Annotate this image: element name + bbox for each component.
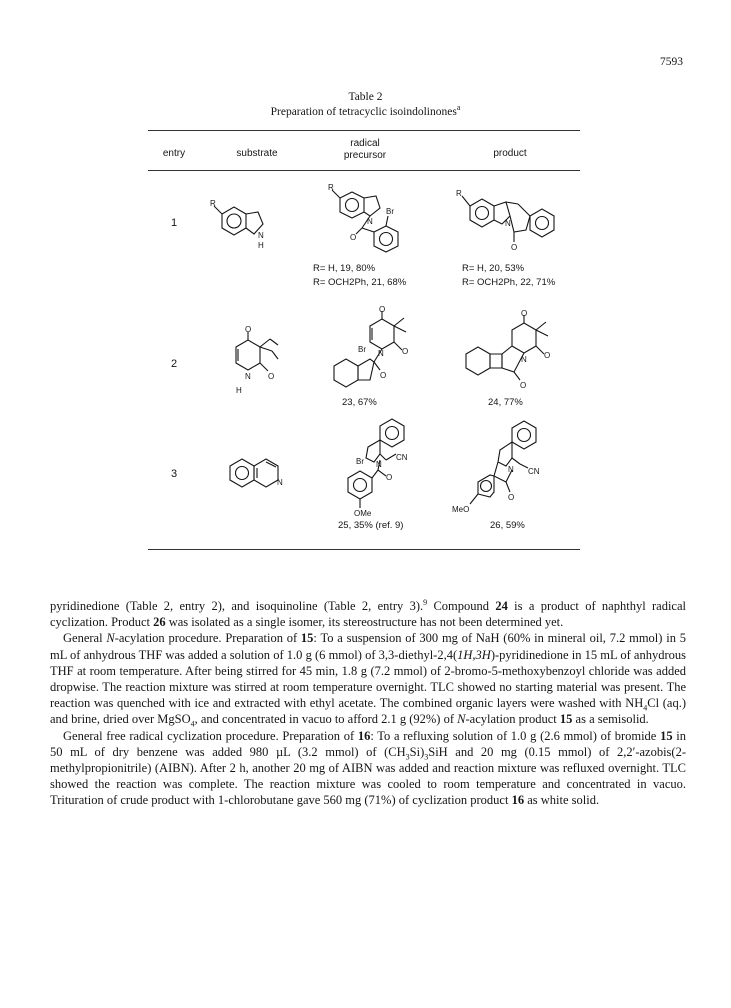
label-o: O — [386, 473, 393, 482]
entry-number-1: 1 — [171, 217, 178, 229]
label-n: N — [367, 217, 373, 226]
label-h: H — [258, 241, 264, 250]
label-br: Br — [358, 345, 366, 354]
label-o: O — [544, 351, 551, 360]
table-label: Table 2 — [348, 91, 383, 103]
table-caption — [0, 90, 731, 120]
label-n: N — [508, 465, 514, 474]
precursor-25-structure — [330, 418, 430, 528]
label-o: O — [508, 493, 515, 502]
precursor-yield-25: 25, 35% (ref. 9) — [338, 520, 404, 531]
product-yield-line1: R= H, 20, 53% — [462, 263, 525, 274]
product-24-structure — [456, 310, 566, 400]
product-20-22-structure — [456, 186, 566, 256]
product-yield-24: 24, 77% — [488, 397, 523, 408]
header-entry: entry — [162, 148, 186, 159]
label-o: O — [268, 372, 275, 381]
entry-number-3: 3 — [171, 468, 178, 480]
table-title-text: Preparation of tetracyclic isoindolinones — [270, 106, 457, 118]
label-ome: OMe — [354, 509, 372, 518]
substrate-indole-structure — [208, 196, 278, 256]
label-br: Br — [386, 207, 394, 216]
paragraph-3: General free radical cyclization procedure. Preparation of 16: To a refluxing solution of 1.0 g (2.6 mmol) of bromide 15 in 50 mL of dry benzene was added 980 µL (3.2 mmol) of $(CH_3Si)_3SiH$ and 20 mg (0.15 mmol) of 2,2′-azobis(2-methylpropionitrile) (AIBN). After 2 h, another 20 mg of AIBN was added and reaction mixture was refluxed overnight. TLC showed the reaction was complete. The reaction mixture was cooled to room temperature and concentrated in vacuo. Trituration of crude product with 1-chlorobutane gave 560 mg (71%) of cyclization product 16 as white solid. — [50, 728, 686, 808]
precursor-yield-23: 23, 67% — [342, 397, 377, 408]
table-title — [0, 105, 731, 120]
label-meo: MeO — [452, 505, 470, 514]
precursor-yield-19-21 — [313, 262, 406, 290]
product-26-structure — [452, 420, 562, 520]
label-br: Br — [356, 457, 364, 466]
label-o: O — [350, 233, 357, 242]
page-number: 7593 — [660, 56, 683, 68]
label-cn: CN — [396, 453, 408, 462]
table-header-rule — [148, 170, 580, 171]
label-o: O — [379, 305, 386, 314]
label-n: N — [258, 231, 264, 240]
label-n: N — [505, 219, 511, 228]
label-r: R — [328, 183, 334, 192]
table-bottom-rule — [148, 549, 580, 550]
label-o: O — [511, 243, 518, 252]
precursor-yield-line1: R= H, 19, 80% — [313, 263, 376, 274]
paragraph-1: pyridinedione (Table 2, entry 2), and isoquinoline (Table 2, entry 3).$^9$ Compound 24 is a product of naphthyl radical cyclization. Product 26 was isolated as a single isomer, its stereostructure has not been determined yet. — [50, 597, 686, 630]
label-cn: CN — [528, 467, 540, 476]
label-o: O — [245, 325, 252, 334]
header-precursor-line2: precursor — [343, 150, 387, 161]
precursor-yield-line2: R= OCH2Ph, 21, 68% — [313, 277, 407, 288]
product-yield-20-22 — [462, 262, 555, 290]
table-top-rule — [148, 130, 580, 131]
precursor-23-structure — [322, 305, 422, 398]
header-substrate: substrate — [236, 148, 278, 159]
product-yield-line2: R= OCH2Ph, 22, 71% — [462, 277, 556, 288]
label-h: H — [236, 386, 242, 395]
product-yield-26: 26, 59% — [490, 520, 525, 531]
label-n: N — [378, 349, 384, 358]
paragraph-2: General N-acylation procedure. Preparation of 15: To a suspension of 300 mg of NaH (60% in mineral oil, 7.2 mmol) in 5 mL of anhydrous THF was added a solution of 1.0 g (6 mmol) of 3,3-diethyl-2,4(1H,3H)-pyridinedione in 15 mL of anhydrous THF at room temperature. After being stirred for 45 min, 1.8 g (7.2 mmol) of 2-bromo-5-methoxybenzoyl chloride was added dropwise. The reaction mixture was stirred at room temperature overnight. TLC showed no starting material was present. The reaction was quenched with ice and extracted with ethyl acetate. The combined organic layers were washed with $NH_4Cl$ (aq.) and brine, dried over MgSO$_4$, and concentrated in vacuo to afford 2.1 g (92%) of N-acylation product 15 as a semisolid. — [50, 631, 687, 729]
label-n: N — [245, 372, 251, 381]
label-o: O — [520, 381, 527, 390]
label-r: R — [210, 199, 216, 208]
substrate-pyridinedione-structure — [222, 325, 292, 400]
precursor-19-21-structure — [322, 184, 412, 264]
label-r: R — [456, 189, 462, 198]
entry-number-2: 2 — [171, 358, 178, 370]
substrate-isoquinoline-structure — [226, 454, 296, 494]
table-title-footnote: a — [456, 103, 461, 113]
header-precursor-line1: radical — [350, 138, 380, 149]
header-radical-precursor — [325, 138, 405, 162]
label-o: O — [402, 347, 409, 356]
label-n: N — [376, 460, 382, 469]
label-n: N — [521, 355, 527, 364]
header-product: product — [493, 148, 527, 159]
label-o: O — [521, 309, 528, 318]
label-o: O — [380, 371, 387, 380]
body-text — [50, 598, 686, 809]
label-n: N — [277, 478, 283, 487]
